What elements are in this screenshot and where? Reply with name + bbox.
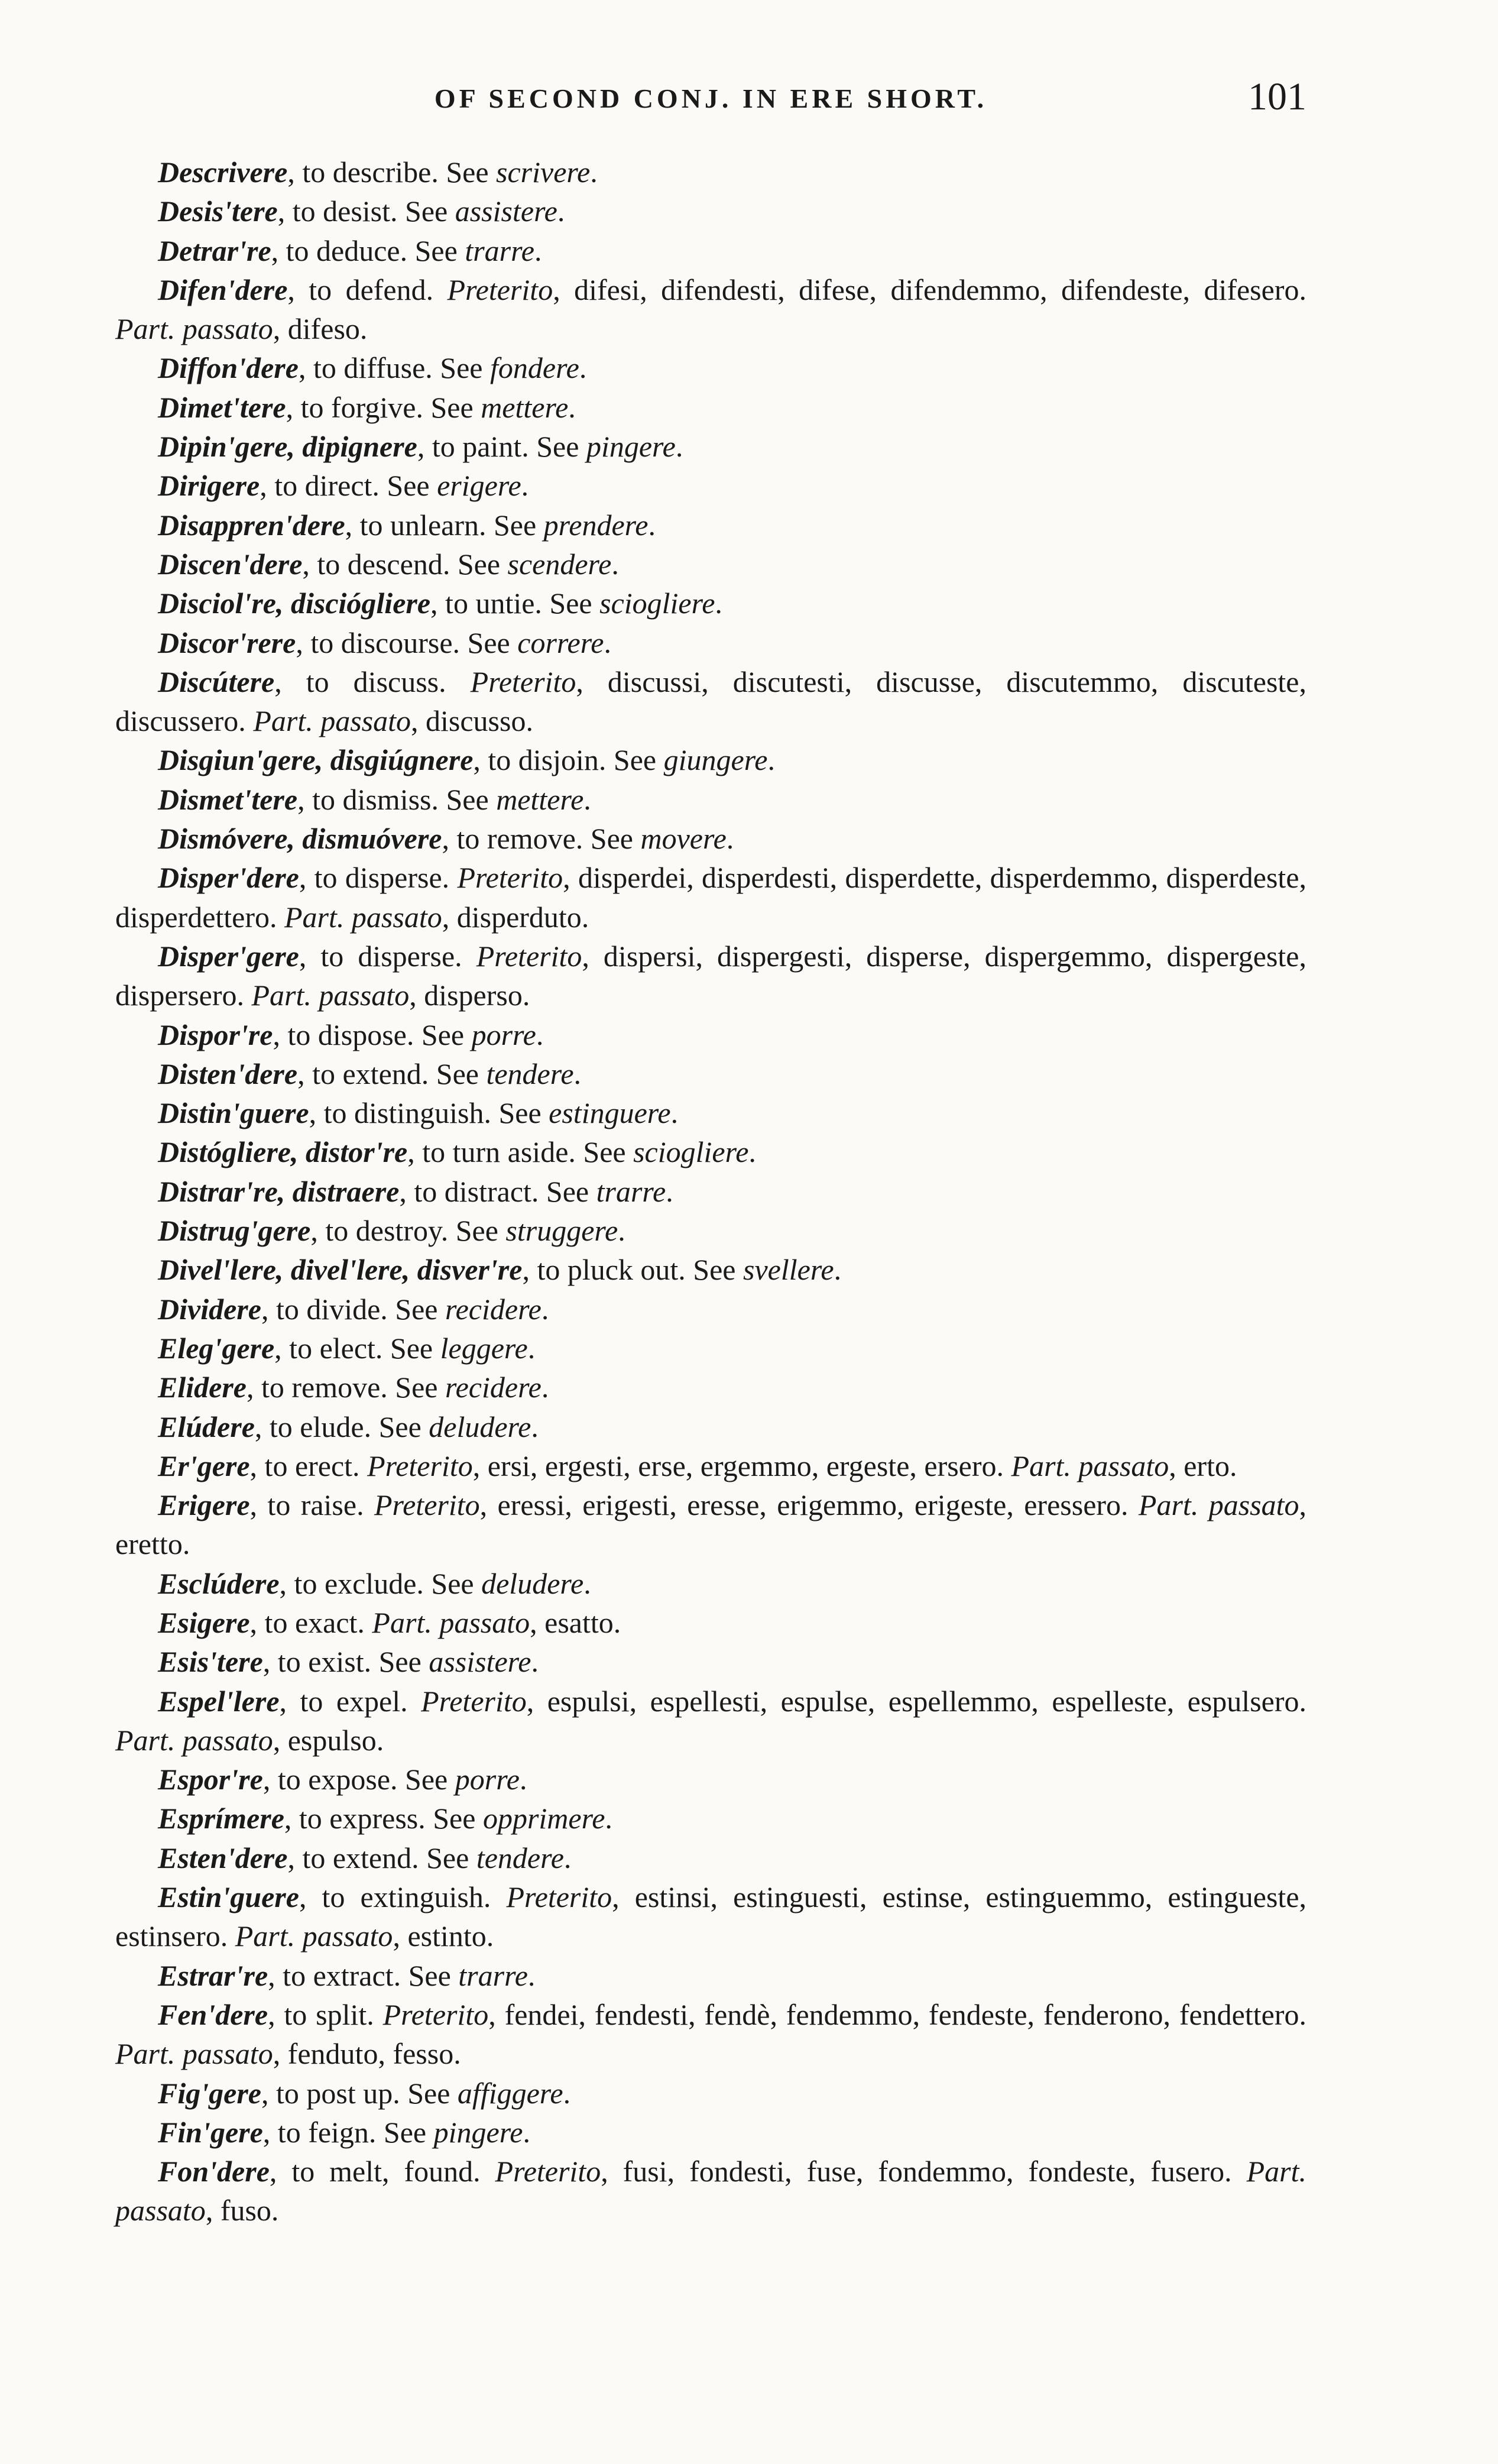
entry-text: . (521, 469, 529, 503)
entry-text: . (541, 1371, 549, 1404)
entry-italic-term: movere (640, 822, 727, 856)
entry-text: . (767, 743, 776, 777)
entry-text: . (748, 1135, 756, 1169)
entry-headword: Disciol're, disciógliere (158, 587, 431, 620)
entry-italic-term: Preterito (495, 2155, 601, 2188)
entry-text: , to exist. See (262, 1645, 429, 1679)
entry-italic-term: Preterito (367, 1449, 473, 1482)
entry-text: , to discuss. (274, 665, 471, 698)
entry-headword: Espel'lere (158, 1684, 280, 1718)
entry-italic-term: Part. passato (284, 900, 442, 934)
entry-text: . (541, 1292, 549, 1326)
entry-text: . (715, 587, 722, 620)
dictionary-entry (115, 1250, 1306, 1289)
entry-text: . (618, 1214, 625, 1248)
entry-headword: Distrar're, distraere (158, 1174, 400, 1208)
entry-text: , to elect. See (274, 1331, 440, 1365)
entry-headword: Distrug'gere (158, 1214, 311, 1248)
entry-headword: Discútere (158, 665, 275, 698)
entry-italic-term: Preterito (382, 1997, 489, 2031)
entry-headword: Er'gere (158, 1449, 250, 1482)
dictionary-entries (115, 153, 1306, 2230)
entry-italic-term: trarre (458, 1958, 528, 1992)
entry-italic-term: recidere (445, 1292, 542, 1326)
entry-headword: Dispor're (158, 1018, 273, 1051)
dictionary-entry (115, 780, 1306, 819)
entry-italic-term: leggere (440, 1331, 528, 1365)
entry-headword: Esprímere (158, 1802, 284, 1835)
entry-text: , discusso. (411, 704, 533, 738)
entry-text: . (590, 156, 598, 189)
dictionary-entry (115, 1838, 1306, 1877)
entry-text: , to extend. See (287, 1841, 476, 1874)
entry-text: , erto. (1169, 1449, 1237, 1482)
entry-italic-term: Part. passato (115, 312, 273, 346)
entry-text: , to descend. See (302, 547, 508, 581)
entry-headword: Dismet'tere (158, 782, 298, 816)
entry-italic-term: opprimere (482, 1802, 605, 1835)
entry-text: , to destroy. See (310, 1214, 506, 1248)
entry-italic-term: affiggere (457, 2076, 563, 2110)
entry-text: , to disperse. (299, 861, 458, 895)
entry-headword: Eleg'gere (158, 1331, 275, 1365)
entry-text: . (520, 1763, 527, 1796)
entry-text: , to raise. (249, 1488, 374, 1522)
entry-italic-term: tendere (486, 1057, 574, 1090)
entry-italic-term: pingere (586, 430, 676, 464)
dictionary-entry (115, 348, 1306, 387)
entry-text: . (563, 1841, 572, 1874)
entry-text: . (534, 234, 542, 267)
entry-italic-term: giungere (663, 743, 768, 777)
entry-headword: Espor're (158, 1763, 263, 1796)
entry-italic-term: deludere (429, 1410, 531, 1443)
entry-text: , esatto. (530, 1605, 621, 1639)
entry-headword: Estin'guere (158, 1880, 299, 1914)
entry-headword: Descrivere (158, 156, 288, 189)
entry-italic-term: Part. passato (115, 2037, 273, 2071)
entry-text: , to extract. See (268, 1958, 459, 1992)
entry-text: , to exclude. See (279, 1566, 482, 1600)
dictionary-entry (115, 819, 1306, 858)
dictionary-entry (115, 506, 1306, 545)
entry-text: , to elude. See (254, 1410, 429, 1443)
entry-headword: Fen'dere (158, 1997, 268, 2031)
entry-headword: Divel'lere, divel'lere, disver're (158, 1253, 523, 1287)
entry-italic-term: Preterito (470, 665, 576, 698)
entry-headword: Discor'rere (158, 626, 296, 659)
entry-italic-term: deludere (481, 1566, 584, 1600)
dictionary-entry (115, 584, 1306, 623)
entry-headword: Esis'tere (158, 1645, 263, 1679)
dictionary-entry (115, 153, 1306, 192)
dictionary-entry (115, 1682, 1306, 1760)
dictionary-entry (115, 2113, 1306, 2152)
entry-text: , to dismiss. See (297, 782, 497, 816)
entry-italic-term: trarre (596, 1174, 666, 1208)
entry-text: . (573, 1057, 582, 1090)
entry-headword: Fig'gere (158, 2076, 261, 2110)
entry-headword: Fon'dere (158, 2155, 270, 2188)
entry-text: , to paint. See (417, 430, 586, 464)
entry-text: , disperso. (409, 979, 530, 1012)
entry-text: , fendei, fendesti, fendè, fendemmo, fendeste, fenderono, fendettero. (488, 1997, 1306, 2031)
entry-italic-term: mettere (481, 390, 569, 424)
dictionary-entry (115, 1760, 1306, 1799)
entry-text: , to extinguish. (299, 1880, 507, 1914)
entry-headword: Dividere (158, 1292, 261, 1326)
entry-text: . (583, 1566, 591, 1600)
page-header (115, 72, 1306, 119)
entry-italic-term: Part. passato (115, 2155, 1306, 2227)
dictionary-entry (115, 388, 1306, 427)
entry-text: . (648, 508, 656, 542)
dictionary-entry (115, 270, 1306, 349)
entry-italic-term: Part. passato (253, 704, 411, 738)
entry-text: , to erect. (249, 1449, 368, 1482)
entry-italic-term: Part. passato (115, 1723, 273, 1757)
entry-text: , to describe. See (287, 156, 497, 189)
entry-headword: Dismóvere, dismuóvere (158, 822, 442, 856)
entry-italic-term: assistere (455, 195, 557, 228)
entry-text: , to remove. See (442, 822, 641, 856)
dictionary-entry (115, 937, 1306, 1015)
entry-text: , to untie. See (430, 587, 600, 620)
entry-italic-term: porre (471, 1018, 536, 1051)
entry-italic-term: estinguere (549, 1096, 671, 1130)
entry-italic-term: Part. passato (1011, 1449, 1169, 1482)
dictionary-entry (115, 545, 1306, 584)
entry-headword: Dimet'tere (158, 390, 286, 424)
entry-text: . (523, 2115, 531, 2149)
entry-headword: Disper'gere (158, 939, 299, 973)
entry-text: , to express. See (284, 1802, 483, 1835)
entry-italic-term: correre (517, 626, 604, 659)
entry-italic-term: prendere (543, 508, 649, 542)
entry-italic-term: tendere (476, 1841, 564, 1874)
entry-italic-term: scendere (507, 547, 612, 581)
entry-headword: Elidere (158, 1371, 247, 1404)
entry-italic-term: struggere (505, 1214, 618, 1248)
entry-text: . (536, 1018, 544, 1051)
entry-text: . (611, 547, 619, 581)
entry-italic-term: Part. passato (235, 1919, 393, 1953)
dictionary-entry (115, 466, 1306, 505)
entry-text: , to exact. (249, 1605, 372, 1639)
entry-text: , eretto. (115, 1488, 1306, 1561)
dictionary-entry (115, 1642, 1306, 1681)
dictionary-entry (115, 1015, 1306, 1054)
entry-headword: Disper'dere (158, 861, 299, 895)
entry-text: , eressi, erigesti, eresse, erigemmo, erigeste, eressero. (479, 1488, 1139, 1522)
entry-headword: Estrar're (158, 1958, 268, 1992)
entry-italic-term: Preterito (374, 1488, 480, 1522)
entry-italic-term: Part. passato (1138, 1488, 1299, 1522)
entry-text: , to distract. See (399, 1174, 596, 1208)
dictionary-entry (115, 740, 1306, 779)
entry-italic-term: pingere (433, 2115, 523, 2149)
entry-text: , ersi, ergesti, erse, ergemmo, ergeste, ersero. (472, 1449, 1011, 1482)
entry-headword: Esigere (158, 1605, 250, 1639)
entry-text: , to dispose. See (273, 1018, 472, 1051)
entry-text: , difeso. (273, 312, 368, 346)
dictionary-entry (115, 192, 1306, 231)
entry-text: , to defend. (287, 273, 448, 306)
entry-text: , to discourse. See (296, 626, 518, 659)
entry-text: . (666, 1174, 673, 1208)
entry-text: , to diffuse. See (298, 351, 490, 385)
entry-italic-term: Part. passato (251, 979, 410, 1012)
entry-text: , to expel. (279, 1684, 421, 1718)
entry-headword: Fin'gere (158, 2115, 263, 2149)
dictionary-entry (115, 1368, 1306, 1407)
dictionary-entry (115, 427, 1306, 466)
entry-text: , fuso. (205, 2194, 279, 2227)
entry-text: , to forgive. See (286, 390, 481, 424)
entry-text: , fusi, fondesti, fuse, fondemmo, fondeste, fusero. (601, 2155, 1247, 2188)
entry-headword: Distógliere, distor're (158, 1135, 408, 1169)
dictionary-entry (115, 1054, 1306, 1093)
entry-text: , to post up. See (261, 2076, 458, 2110)
entry-text: , to distinguish. See (309, 1096, 549, 1130)
entry-italic-term: Part. passato (372, 1605, 530, 1639)
dictionary-entry (115, 1799, 1306, 1838)
entry-text: . (568, 390, 576, 424)
entry-italic-term: assistere (429, 1645, 531, 1679)
entry-headword: Detrar're (158, 234, 271, 267)
entry-text: , to extend. See (297, 1057, 487, 1090)
entry-headword: Discen'dere (158, 547, 303, 581)
dictionary-entry (115, 1211, 1306, 1250)
dictionary-entry (115, 1564, 1306, 1603)
entry-text: , discussi, discutesti, discusse, discutemmo, discuteste, discussero. (115, 665, 1306, 738)
dictionary-entry (115, 1603, 1306, 1642)
entry-text: , to expose. See (262, 1763, 455, 1796)
dictionary-entry (115, 1485, 1306, 1564)
entry-italic-term: sciogliere (633, 1135, 749, 1169)
entry-headword: Esclúdere (158, 1566, 280, 1600)
entry-italic-term: Preterito (457, 861, 563, 895)
dictionary-entry (115, 1956, 1306, 1995)
entry-text: , to disperse. (299, 939, 476, 973)
entry-italic-term: porre (455, 1763, 520, 1796)
entry-italic-term: mettere (496, 782, 584, 816)
entry-text: . (531, 1410, 539, 1443)
dictionary-entry (115, 1446, 1306, 1485)
entry-text: . (527, 1331, 536, 1365)
entry-italic-term: erigere (437, 469, 521, 503)
dictionary-entry (115, 858, 1306, 937)
dictionary-entry (115, 1329, 1306, 1368)
entry-italic-term: Preterito (447, 273, 553, 306)
entry-text: , estinto. (393, 1919, 494, 1953)
entry-text: . (604, 626, 611, 659)
entry-text: , difesi, difendesti, difese, difendemmo, difendeste, difesero. (553, 273, 1306, 306)
entry-text: . (583, 782, 591, 816)
entry-text: , disperduto. (442, 900, 589, 934)
entry-text: . (527, 1958, 536, 1992)
entry-text: , to feign. See (262, 2115, 434, 2149)
entry-headword: Distin'guere (158, 1096, 309, 1130)
entry-headword: Dirigere (158, 469, 260, 503)
entry-headword: Diffon'dere (158, 351, 299, 385)
entry-text: , estinsi, estinguesti, estinse, estinguemmo, estingueste, estinsero. (115, 1880, 1307, 1953)
dictionary-entry (115, 2152, 1306, 2230)
entry-text: . (670, 1096, 679, 1130)
entry-text: , to split. (268, 1997, 383, 2031)
entry-text: , to pluck out. See (522, 1253, 743, 1287)
dictionary-entry (115, 662, 1306, 741)
entry-italic-term: Preterito (476, 939, 582, 973)
entry-text: , dispersi, dispergesti, disperse, dispergemmo, dispergeste, dispersero. (115, 939, 1307, 1012)
entry-text: . (605, 1802, 612, 1835)
dictionary-entry (115, 1877, 1306, 1956)
entry-italic-term: svellere (743, 1253, 834, 1287)
entry-italic-term: recidere (445, 1371, 542, 1404)
entry-text: . (531, 1645, 539, 1679)
entry-text: , to remove. See (246, 1371, 445, 1404)
dictionary-entry (115, 1172, 1306, 1211)
dictionary-entry (115, 1093, 1306, 1132)
dictionary-entry (115, 1290, 1306, 1329)
entry-text: , to turn aside. See (407, 1135, 634, 1169)
dictionary-entry (115, 1132, 1306, 1171)
entry-italic-term: Preterito (506, 1880, 612, 1914)
entry-headword: Disten'dere (158, 1057, 298, 1090)
entry-headword: Disappren'dere (158, 508, 345, 542)
entry-text: , disperdei, disperdesti, disperdette, disperdemmo, disperdeste, disperdettero. (115, 861, 1307, 934)
entry-headword: Esten'dere (158, 1841, 288, 1874)
dictionary-entry (115, 231, 1306, 270)
entry-text: , to disjoin. See (473, 743, 664, 777)
entry-text: . (726, 822, 734, 856)
entry-italic-term: Preterito (421, 1684, 527, 1718)
entry-text: . (675, 430, 683, 464)
dictionary-entry (115, 623, 1306, 662)
entry-text: , to desist. See (277, 195, 455, 228)
entry-text: , to divide. See (261, 1292, 445, 1326)
entry-italic-term: fondere (489, 351, 579, 385)
entry-headword: Difen'dere (158, 273, 288, 306)
dictionary-entry (115, 1407, 1306, 1446)
entry-text: , fenduto, fesso. (273, 2037, 461, 2071)
running-title: OF SECOND CONJ. IN ERE SHORT. (434, 83, 988, 114)
entry-text: . (557, 195, 565, 228)
dictionary-entry (115, 1995, 1306, 2074)
entry-text: , to unlearn. See (345, 508, 544, 542)
entry-text: . (579, 351, 587, 385)
entry-text: , to deduce. See (271, 234, 465, 267)
entry-italic-term: sciogliere (599, 587, 715, 620)
entry-text: , to melt, found. (269, 2155, 495, 2188)
entry-headword: Desis'tere (158, 195, 278, 228)
page-number: 101 (1248, 75, 1306, 118)
entry-italic-term: trarre (465, 234, 534, 267)
entry-text: , to direct. See (260, 469, 437, 503)
entry-text: . (563, 2076, 571, 2110)
entry-headword: Erigere (158, 1488, 250, 1522)
entry-text: . (834, 1253, 842, 1287)
entry-italic-term: scrivere (496, 156, 591, 189)
entry-text: , espulsi, espellesti, espulse, espellemmo, espelleste, espulsero. (526, 1684, 1306, 1718)
entry-text: , espulso. (273, 1723, 384, 1757)
entry-headword: Dipin'gere, dipignere (158, 430, 417, 464)
entry-headword: Elúdere (158, 1410, 255, 1443)
dictionary-entry (115, 2074, 1306, 2113)
entry-headword: Disgiun'gere, disgiúgnere (158, 743, 474, 777)
